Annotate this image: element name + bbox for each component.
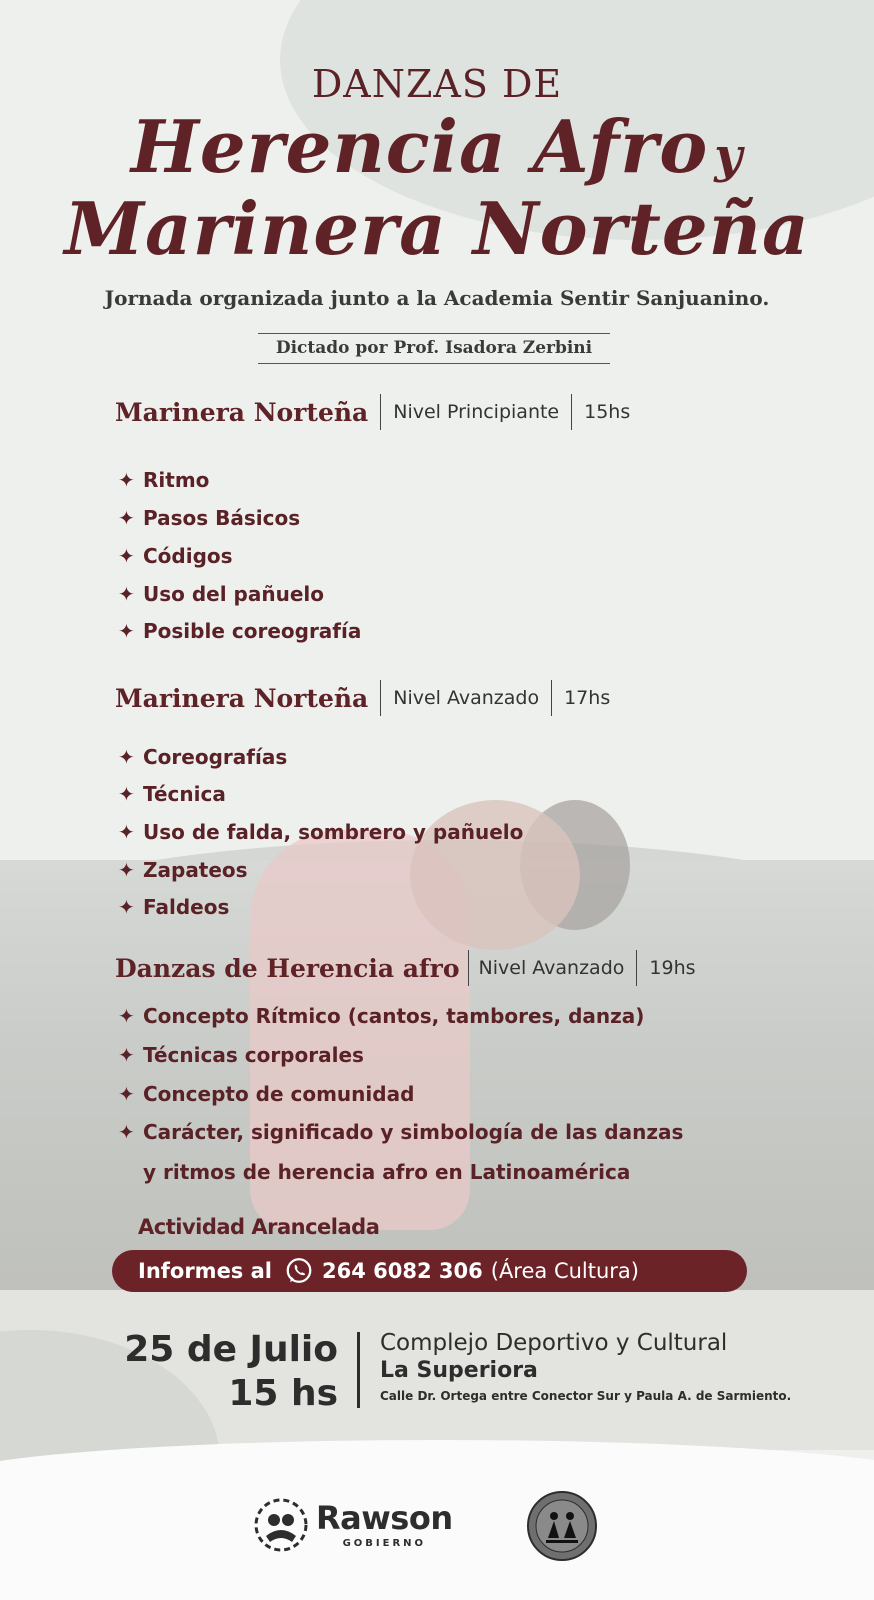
pre-title: DANZAS DE xyxy=(311,62,563,106)
venue-line-2: La Superiora xyxy=(380,1358,538,1383)
item-text: Códigos xyxy=(143,544,233,568)
section-name: Marinera Norteña xyxy=(115,397,369,427)
section-header xyxy=(115,948,696,988)
list-item xyxy=(118,745,523,782)
contact-area: (Área Cultura) xyxy=(490,1259,639,1283)
venue xyxy=(380,1330,791,1403)
event-datetime xyxy=(90,1328,338,1416)
item-text: Zapateos xyxy=(143,858,248,882)
title-line-2: Marinera Norteña xyxy=(64,186,810,271)
divider xyxy=(380,394,381,430)
list-item xyxy=(118,619,361,656)
divider xyxy=(571,394,572,430)
divider xyxy=(468,950,469,986)
section-level: Nivel Avanzado xyxy=(478,957,625,979)
contact-banner[interactable] xyxy=(112,1250,747,1292)
star-icon: ✦ xyxy=(118,506,135,530)
star-icon: ✦ xyxy=(118,468,135,492)
divider xyxy=(380,680,381,716)
star-icon: ✦ xyxy=(118,745,135,769)
item-text: Coreografías xyxy=(143,745,288,769)
item-text: Uso del pañuelo xyxy=(143,582,324,606)
item-text: Técnicas corporales xyxy=(143,1043,364,1067)
list-item xyxy=(118,895,523,932)
divider xyxy=(551,680,552,716)
section-header xyxy=(115,678,610,718)
list-item-continuation xyxy=(118,1160,683,1198)
event-date: 25 de Julio xyxy=(124,1329,338,1370)
section-level: Nivel Avanzado xyxy=(393,687,540,709)
whatsapp-icon xyxy=(284,1256,314,1286)
section-time: 15hs xyxy=(584,401,631,423)
item-text: Concepto de comunidad xyxy=(143,1082,415,1106)
topic-list xyxy=(118,468,361,656)
list-item xyxy=(118,1004,683,1043)
contact-label: Informes al xyxy=(138,1259,272,1283)
star-icon: ✦ xyxy=(118,544,135,568)
star-icon: ✦ xyxy=(118,1043,135,1067)
list-item xyxy=(118,858,523,895)
rawson-logo xyxy=(252,1496,453,1554)
rawson-word: Rawson xyxy=(316,1498,453,1537)
topic-list xyxy=(118,1004,683,1198)
sentir-sanjuanino-seal-icon xyxy=(526,1490,598,1562)
section-name: Marinera Norteña xyxy=(115,683,369,713)
list-item xyxy=(118,1120,683,1160)
list-item xyxy=(118,1082,683,1120)
subtitle: Jornada organizada junto a la Academia Sentir Sanjuanino. xyxy=(104,286,770,310)
item-text: Faldeos xyxy=(143,895,230,919)
section-time: 19hs xyxy=(649,957,696,979)
fee-note: Actividad Arancelada xyxy=(138,1215,380,1239)
star-icon: ✦ xyxy=(118,820,135,844)
star-icon: ✦ xyxy=(118,782,135,806)
item-text: Concepto Rítmico (cantos, tambores, danza) xyxy=(143,1004,645,1028)
section-name: Danzas de Herencia afro xyxy=(115,953,460,983)
list-item xyxy=(118,582,361,619)
list-item xyxy=(118,820,523,858)
phone-number[interactable]: 264 6082 306 xyxy=(322,1259,483,1283)
item-text: Uso de falda, sombrero y pañuelo xyxy=(143,820,524,844)
title-line-1 xyxy=(0,104,874,189)
star-icon: ✦ xyxy=(118,895,135,919)
venue-address: Calle Dr. Ortega entre Conector Sur y Paula A. de Sarmiento. xyxy=(380,1389,792,1403)
star-icon: ✦ xyxy=(118,1120,135,1144)
divider xyxy=(357,1332,360,1408)
item-text: Técnica xyxy=(143,782,226,806)
star-icon: ✦ xyxy=(118,582,135,606)
rawson-sub: GOBIERNO xyxy=(342,1537,427,1549)
venue-line-1: Complejo Deportivo y Cultural xyxy=(380,1330,728,1356)
teacher-credit: Dictado por Prof. Isadora Zerbini xyxy=(258,333,610,364)
topic-list xyxy=(118,745,523,932)
list-item xyxy=(118,782,523,820)
title-herencia-afro: Herencia Afro xyxy=(130,104,709,189)
event-time: 15 hs xyxy=(228,1373,338,1414)
divider xyxy=(636,950,637,986)
list-item xyxy=(118,468,361,506)
list-item xyxy=(118,506,361,544)
item-text: Carácter, significado y simbología de las danzas xyxy=(143,1120,684,1144)
item-text: Ritmo xyxy=(143,468,210,492)
star-icon: ✦ xyxy=(118,619,135,643)
item-text: Posible coreografía xyxy=(143,619,362,643)
section-header xyxy=(115,392,630,432)
rawson-wordmark xyxy=(316,1498,453,1549)
title-y: y xyxy=(714,128,744,184)
list-item xyxy=(118,1043,683,1082)
item-text: y ritmos de herencia afro en Latinoamérica xyxy=(143,1160,631,1184)
section-level: Nivel Principiante xyxy=(393,401,560,423)
section-time: 17hs xyxy=(564,687,611,709)
list-item xyxy=(118,544,361,582)
star-icon: ✦ xyxy=(118,858,135,882)
star-icon: ✦ xyxy=(118,1082,135,1106)
star-icon: ✦ xyxy=(118,1004,135,1028)
item-text: Pasos Básicos xyxy=(143,506,301,530)
rawson-emblem-icon xyxy=(252,1496,310,1554)
